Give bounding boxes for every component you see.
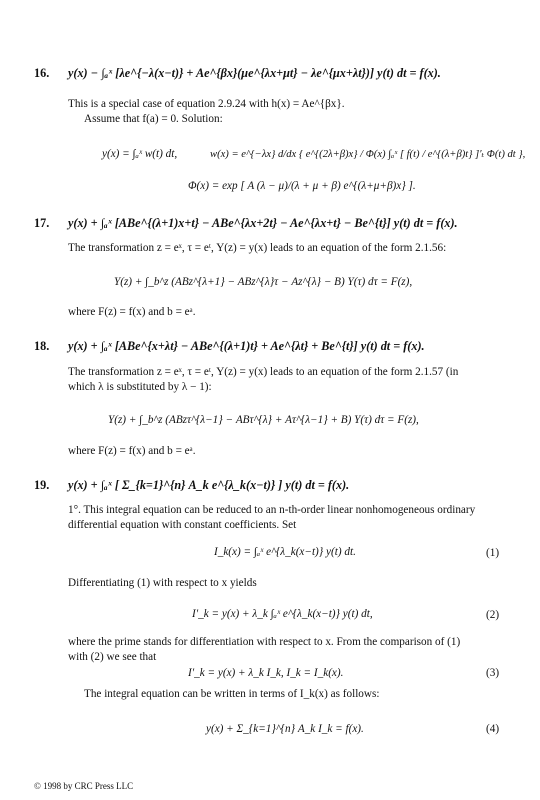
eq19-number: 19. [34,478,50,492]
eq19-n2: (2) [486,609,500,621]
eq19-p6: The integral equation can be written in terms of I_k(x) as follows: [84,688,380,700]
eq19-heading [34,478,349,493]
eq19-p4: where the prime stands for differentiation with respect to x. From the comparison of (1) [68,636,461,648]
eq16-heading [34,66,441,81]
eq19-d4: y(x) + Σ_{k=1}^{n} A_k I_k = f(x). [206,723,364,735]
eq18-where: where F(z) = f(x) and b = eᵃ. [68,445,196,457]
eq17-number: 17. [34,216,50,230]
eq16-solution-phi: Φ(x) = exp [ A (λ − μ)/(λ + μ + β) e^{(λ+μ+β)x} ]. [188,180,416,192]
eq19-n4: (4) [486,723,500,735]
eq18-text2: which λ is substituted by λ − 1): [68,381,212,393]
eq19-d3: I′_k = y(x) + λ_k I_k, I_k = I_k(x). [188,667,344,679]
eq17-where: where F(z) = f(x) and b = eᵃ. [68,306,196,318]
eq16-number: 16. [34,66,50,80]
eq16-note: This is a special case of equation 2.9.24 with h(x) = Ae^{βx}. [68,98,345,110]
eq19-p1: 1°. This integral equation can be reduced to an n-th-order linear nonhomogeneous ordinary [68,504,476,516]
eq19-n1: (1) [486,547,500,559]
eq16-equation: y(x) − ∫ₐˣ [λe^{−λ(x−t)} + Ae^{βx}(μe^{λx+μt} − λe^{μx+λt})] y(t) dt = f(x). [68,66,441,80]
eq18-text1: The transformation z = eˣ, τ = eᵗ, Y(z) = y(x) leads to an equation of the form 2.1.57 (in [68,366,459,378]
eq18-equation: y(x) + ∫ₐˣ [ABe^{x+λt} − ABe^{(λ+1)t} + Ae^{λt} + Be^{t}] y(t) dt = f(x). [68,339,425,353]
eq18-display: Y(z) + ∫_b^z (ABzτ^{λ−1} − ABτ^{λ} + Aτ^{λ−1} + B) Y(τ) dτ = F(z), [108,414,419,426]
eq19-p5: with (2) we see that [68,651,157,663]
eq16-assume: Assume that f(a) = 0. Solution: [84,113,223,125]
eq16-solution-w: w(x) = e^{−λx} d/dx { e^{(2λ+β)x} / Φ(x) ∫ₐˣ [ f(t) / e^{(λ+β)t} ]′ₜ Φ(t) dt }, [210,149,526,160]
eq19-equation: y(x) + ∫ₐˣ [ Σ_{k=1}^{n} A_k e^{λ_k(x−t)} ] y(t) dt = f(x). [68,478,350,492]
eq18-heading [34,339,425,354]
eq19-d2: I′_k = y(x) + λ_k ∫ₐˣ e^{λ_k(x−t)} y(t) dt, [192,608,373,620]
eq19-d1: I_k(x) = ∫ₐˣ e^{λ_k(x−t)} y(t) dt. [214,546,356,558]
eq19-n3: (3) [486,667,500,679]
eq18-number: 18. [34,339,50,353]
eq17-display: Y(z) + ∫_b^z (ABz^{λ+1} − ABz^{λ}τ − Az^{λ} − B) Y(τ) dτ = F(z), [114,276,413,288]
eq17-equation: y(x) + ∫ₐˣ [ABe^{(λ+1)x+t} − ABe^{λx+2t} − Ae^{λx+t} − Be^{t}] y(t) dt = f(x). [68,216,458,230]
eq17-text: The transformation z = eˣ, τ = eᵗ, Y(z) = y(x) leads to an equation of the form 2.1.56: [68,242,447,254]
eq17-heading [34,216,458,231]
eq19-p2: differential equation with constant coefficients. Set [68,519,297,531]
eq19-p3: Differentiating (1) with respect to x yields [68,577,257,589]
copyright-footer: © 1998 by CRC Press LLC [34,781,134,791]
eq16-solution-y: y(x) = ∫ₐˣ w(t) dt, [102,148,178,160]
